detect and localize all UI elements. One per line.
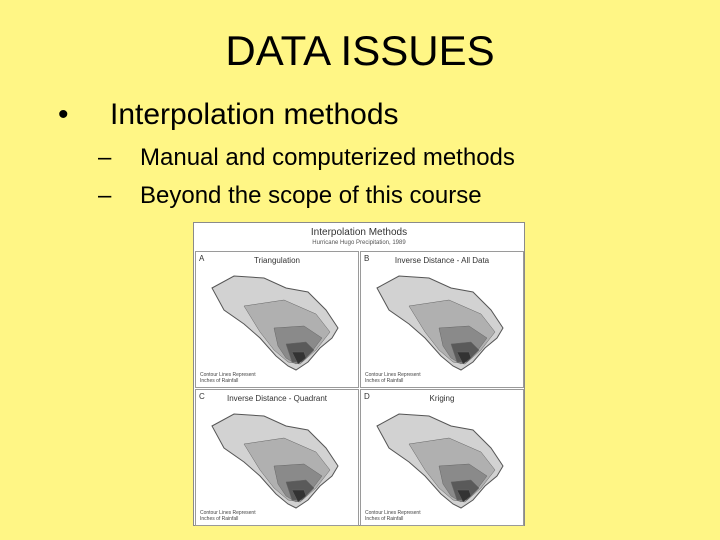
panel-inverse-distance-all [360, 251, 524, 388]
figure-title: Interpolation Methods [310, 227, 408, 238]
panel-title: Inverse Distance - Quadrant [226, 394, 328, 403]
panel-letter: B [364, 254, 370, 263]
rainfall-contour-map [369, 404, 517, 512]
panel-note: Contour Lines Represent Inches of Rainfall [200, 510, 256, 522]
rainfall-contour-map [204, 404, 352, 512]
subbullet-text: Manual and computerized methods [140, 144, 515, 171]
subbullet-marker: – [98, 182, 112, 209]
panel-inverse-distance-quadrant [195, 389, 359, 526]
panel-kriging [360, 389, 524, 526]
panel-triangulation [195, 251, 359, 388]
panel-title: Kriging [429, 394, 455, 403]
panel-note: Contour Lines Represent Inches of Rainfall [365, 510, 421, 522]
subbullet-item [98, 142, 515, 174]
subbullet-marker: – [98, 144, 112, 171]
panel-letter: C [199, 392, 205, 401]
panel-title: Inverse Distance - All Data [394, 256, 490, 265]
subbullet-item [98, 180, 482, 212]
bullet-item [58, 95, 399, 135]
rainfall-contour-map [204, 266, 352, 374]
panel-letter: D [364, 392, 370, 401]
subbullet-text: Beyond the scope of this course [140, 182, 482, 209]
figure-subtitle: Hurricane Hugo Precipitation, 1989 [312, 240, 406, 246]
panel-title: Triangulation [254, 256, 300, 265]
panel-letter: A [199, 254, 205, 263]
bullet-text: Interpolation methods [110, 98, 399, 131]
rainfall-contour-map [369, 266, 517, 374]
slide-title: DATA ISSUES [225, 27, 495, 74]
interpolation-figure [193, 222, 525, 526]
panel-note: Contour Lines Represent Inches of Rainfall [365, 372, 421, 384]
bullet-marker: • [58, 98, 69, 131]
panel-note: Contour Lines Represent Inches of Rainfall [200, 372, 256, 384]
